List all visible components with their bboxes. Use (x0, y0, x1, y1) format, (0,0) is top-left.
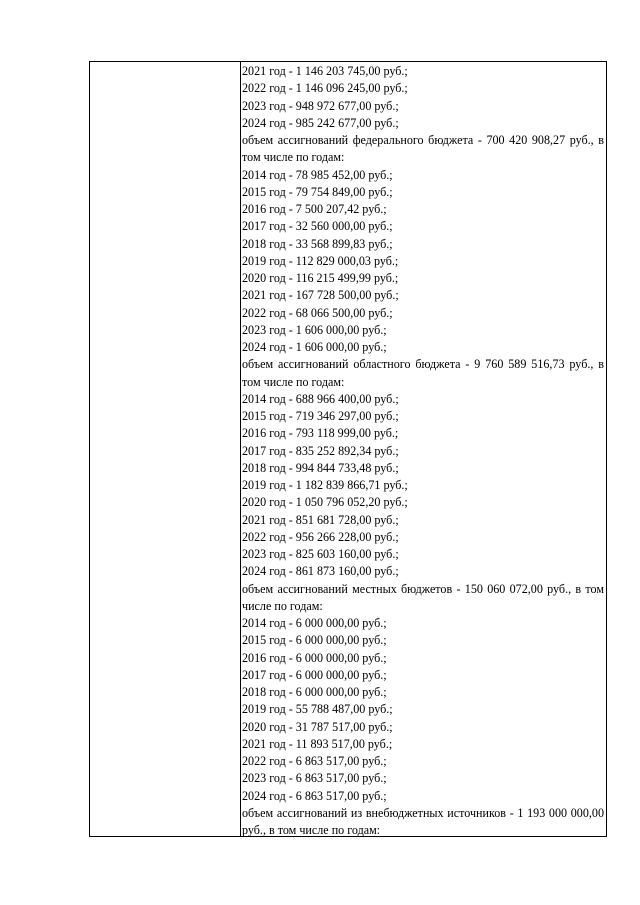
year-amount-line: 2014 год - 688 966 400,00 руб.; (242, 391, 399, 406)
year-amount-line: 2022 год - 6 863 517,00 руб.; (242, 754, 387, 768)
year-amount-line: 2021 год - 11 893 517,00 руб.; (242, 736, 393, 751)
funding-details-cell (242, 63, 604, 839)
year-amount-line: 2018 год - 6 000 000,00 руб.; (242, 685, 387, 699)
year-amount-line: 2015 год - 6 000 000,00 руб.; (242, 633, 387, 648)
column-divider (240, 62, 241, 836)
year-amount-line: 2019 год - 1 182 839 866,71 руб.; (242, 478, 408, 492)
year-amount-line: 2020 год - 116 215 499,99 руб.; (242, 271, 399, 285)
year-amount-line: 2022 год - 956 266 228,00 руб.; (242, 529, 399, 544)
year-amount-line: 2024 год - 861 873 160,00 руб.; (242, 564, 399, 579)
year-amount-line: 2022 год - 68 066 500,00 руб.; (242, 305, 393, 320)
year-amount-line: 2017 год - 6 000 000,00 руб.; (242, 667, 387, 682)
year-amount-line: 2014 год - 6 000 000,00 руб.; (242, 616, 387, 630)
funding-source-summary: объем ассигнований федерального бюджета - 700 420 908,27 руб., в том числе по годам: (242, 133, 604, 165)
year-amount-line: 2018 год - 33 568 899,83 руб.; (242, 236, 393, 251)
funding-source-summary: объем ассигнований из внебюджетных источников - 1 193 000 000,00 руб., в том числе по годам: (242, 805, 604, 837)
year-amount-line: 2023 год - 1 606 000,00 руб.; (242, 322, 387, 337)
year-amount-line: 2020 год - 1 050 796 052,20 руб.; (242, 495, 408, 510)
year-amount-line: 2015 год - 79 754 849,00 руб.; (242, 184, 393, 199)
year-amount-line: 2016 год - 7 500 207,42 руб.; (242, 202, 387, 216)
funding-source-summary: объем ассигнований местных бюджетов - 150 060 072,00 руб., в том числе по годам: (242, 581, 604, 613)
year-amount-line: 2015 год - 719 346 297,00 руб.; (242, 409, 399, 423)
year-amount-line: 2021 год - 1 146 203 745,00 руб.; (242, 64, 408, 78)
year-amount-line: 2020 год - 31 787 517,00 руб.; (242, 719, 393, 734)
funding-table (89, 61, 607, 837)
year-amount-line: 2017 год - 835 252 892,34 руб.; (242, 443, 399, 458)
year-amount-line: 2024 год - 985 242 677,00 руб.; (242, 115, 399, 130)
year-amount-line: 2021 год - 167 728 500,00 руб.; (242, 288, 399, 303)
funding-source-summary: объем ассигнований областного бюджета - 9 760 589 516,73 руб., в том числе по годам: (242, 357, 604, 389)
year-amount-line: 2022 год - 1 146 096 245,00 руб.; (242, 81, 408, 96)
year-amount-line: 2016 год - 793 118 999,00 руб.; (242, 426, 399, 441)
year-amount-line: 2018 год - 994 844 733,48 руб.; (242, 460, 399, 475)
year-amount-line: 2024 год - 6 863 517,00 руб.; (242, 788, 387, 803)
year-amount-line: 2019 год - 55 788 487,00 руб.; (242, 702, 393, 717)
year-amount-line: 2023 год - 6 863 517,00 руб.; (242, 771, 387, 786)
year-amount-line: 2017 год - 32 560 000,00 руб.; (242, 219, 393, 234)
year-amount-line: 2016 год - 6 000 000,00 руб.; (242, 650, 387, 665)
year-amount-line: 2024 год - 1 606 000,00 руб.; (242, 340, 387, 354)
year-amount-line: 2023 год - 825 603 160,00 руб.; (242, 547, 399, 561)
year-amount-line: 2019 год - 112 829 000,03 руб.; (242, 253, 399, 268)
year-amount-line: 2023 год - 948 972 677,00 руб.; (242, 98, 399, 113)
year-amount-line: 2021 год - 851 681 728,00 руб.; (242, 512, 399, 527)
year-amount-line: 2014 год - 78 985 452,00 руб.; (242, 167, 393, 182)
